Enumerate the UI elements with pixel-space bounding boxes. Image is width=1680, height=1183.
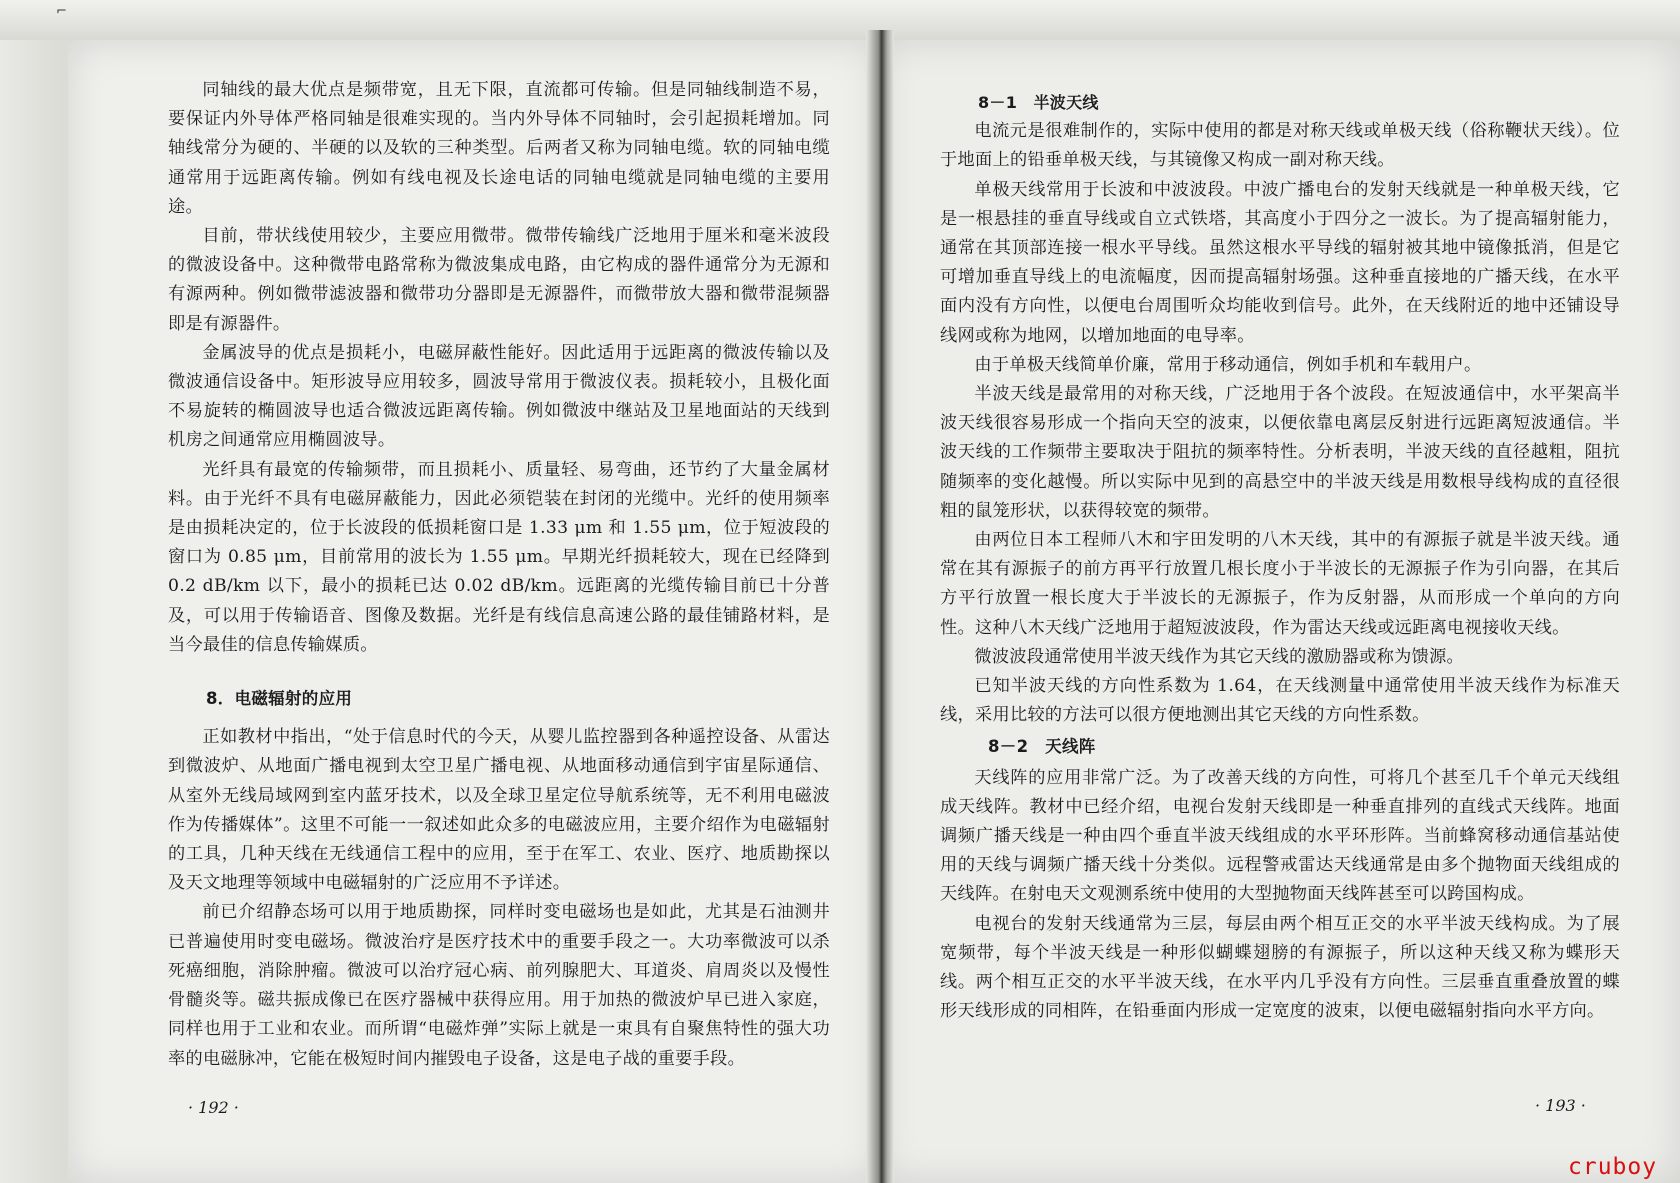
running-head: 8－1 半波天线 <box>978 93 1099 112</box>
right-paragraph-6: 微波波段通常使用半波天线作为其它天线的激励器或称为馈源。 <box>974 646 1465 667</box>
left-page-body <box>168 76 830 1074</box>
right-paragraph-3: 由于单极天线简单价廉，常用于移动通信，例如手机和车载用户。 <box>974 354 1482 375</box>
left-paragraph-4: 光纤具有最宽的传输频带，而且损耗小、质量轻、易弯曲，还节约了大量金属材料。由于光纤不具有电磁屏蔽能力，因此必须铠装在封闭的光缆中。光纤的使用频率是由损耗决定的，位于长波段的低损耗窗口是 1.33 μm 和 1.55 μm，位于短波段的窗口为 0.85 μm，目前常用的波长为 1.55 μm。早期光纤损耗较大，现在已经降到 0.2 dB/km 以下，最小的损耗已达 0.02 dB/km。远距离的光缆传输目前已十分普及，可以用于传输语音、图像及数据。光纤是有线信息高速公路的最佳铺路材料，是当今最佳的信息传输媒质。 <box>168 459 830 655</box>
right-paragraph-9: 电视台的发射天线通常为三层，每层由两个相互正交的水平半波天线构成。为了展宽频带，每个半波天线是一种形似蝴蝶翅膀的有源振子，所以这种天线又称为蝶形天线。两个相互正交的水平半波天线，在水平内几乎没有方向性。三层垂直重叠放置的蝶形天线形成的同相阵，在铅垂面内形成一定宽度的波束，以便电磁辐射指向水平方向。 <box>940 913 1620 1022</box>
right-paragraph-8: 天线阵的应用非常广泛。为了改善天线的方向性，可将几个甚至几千个单元天线组成天线阵。教材中已经介绍，电视台发射天线即是一种垂直排列的直线式天线阵。地面调频广播天线是一种由四个垂直半波天线组成的水平环形阵。当前蜂窝移动通信基站使用的天线与调频广播天线十分类似。远程警戒雷达天线通常是由多个抛物面天线组成的天线阵。在射电天文观测系统中使用的大型抛物面天线阵甚至可以跨国构成。 <box>940 767 1620 905</box>
section-heading-8-2: 8－2 天线阵 <box>988 737 1096 757</box>
left-page-number: · 192 · <box>188 1098 239 1117</box>
right-paragraph-2: 单极天线常用于长波和中波波段。中波广播电台的发射天线就是一种单极天线，它是一根悬挂的垂直导线或自立式铁塔，其高度小于四分之一波长。为了提高辐射能力，通常在其顶部连接一根水平导线。虽然这根水平导线的辐射被其地中镜像抵消，但是它可增加垂直导线上的电流幅度，因而提高辐射场强。这种垂直接地的广播天线，在水平面内没有方向性，以便电台周围听众均能收到信号。此外，在天线附近的地中还铺设导线网或称为地网，以增加地面的电导率。 <box>940 179 1620 346</box>
left-paragraph-6: 前已介绍静态场可以用于地质勘探，同样时变电磁场也是如此，尤其是石油测井已普遍使用时变电磁场。微波治疗是医疗技术中的重要手段之一。大功率微波可以杀死癌细胞，消除肿瘤。微波可以治疗冠心病、前列腺肥大、耳道炎、肩周炎以及慢性骨髓炎等。磁共振成像已在医疗器械中获得应用。用于加热的微波炉早已进入家庭，同样也用于工业和农业。而所谓“电磁炸弹”实际上就是一束具有自聚焦特性的强大功率的电磁脉冲，它能在极短时间内摧毁电子设备，这是电子战的重要手段。 <box>168 902 830 1069</box>
right-paragraph-4: 半波天线是最常用的对称天线，广泛地用于各个波段。在短波通信中，水平架高半波天线很容易形成一个指向天空的波束，以便依靠电离层反射进行远距离短波通信。半波天线的工作频带主要取决于阻抗的频率特性。分析表明，半波天线的直径越粗，阻抗随频率的变化越慢。所以实际中见到的高悬空中的半波天线是用数根导线构成的直径很粗的鼠笼形状，以获得较宽的频带。 <box>940 384 1620 521</box>
section-heading-8: 8．电磁辐射的应用 <box>206 689 353 709</box>
scanner-top-band <box>0 0 1680 40</box>
corner-mark: ⌐ <box>56 4 67 19</box>
left-paragraph-3: 金属波导的优点是损耗小，电磁屏蔽性能好。因此适用于远距离的微波传输以及微波通信设备中。矩形波导应用较多，圆波导常用于微波仪表。损耗较小，且极化面不易旋转的椭圆波导也适合微波远距离传输。例如微波中继站及卫星地面站的天线到机房之间通常应用椭圆波导。 <box>168 342 830 451</box>
right-page <box>880 40 1680 1183</box>
book-gutter <box>866 30 894 1183</box>
right-page-number: · 193 · <box>1535 1096 1586 1115</box>
left-page <box>68 40 878 1183</box>
left-paragraph-5: 正如教材中指出，“处于信息时代的今天，从婴儿监控器到各种遥控设备、从雷达到微波炉、从地面广播电视到太空卫星广播电视、从地面移动通信到宇宙星际通信、从室外无线局域网到室内蓝牙技术，以及全球卫星定位导航系统等，无不利用电磁波作为传播媒体”。这里不可能一一叙述如此众多的电磁波应用，主要介绍作为电磁辐射的工具，几种天线在无线通信工程中的应用，至于在军工、农业、医疗、地质勘探以及天文地理等领域中电磁辐射的广泛应用不予详述。 <box>168 727 830 894</box>
right-paragraph-5: 由两位日本工程师八木和宇田发明的八木天线，其中的有源振子就是半波天线。通常在其有源振子的前方再平行放置几根长度小于半波长的无源振子作为引向器，在其后方平行放置一根长度大于半波长的无源振子，作为反射器，从而形成一个单向的方向性。这种八木天线广泛地用于超短波波段，作为雷达天线或远距离电视接收天线。 <box>940 530 1620 638</box>
right-page-body <box>940 88 1620 1027</box>
right-paragraph-1: 电流元是很难制作的，实际中使用的都是对称天线或单极天线（俗称鞭状天线）。位于地面上的铅垂单极天线，与其镜像又构成一副对称天线。 <box>940 121 1620 171</box>
watermark-text: cruboy <box>1568 1154 1658 1180</box>
left-paragraph-2: 目前，带状线使用较少，主要应用微带。微带传输线广泛地用于厘米和毫米波段的微波设备中。这种微带电路常称为微波集成电路，由它构成的器件通常分为无源和有源两种。例如微带滤波器和微带功分器即是无源器件，而微带放大器和微带混频器即是有源器件。 <box>168 226 830 334</box>
right-paragraph-7: 已知半波天线的方向性系数为 1.64，在天线测量中通常使用半波天线作为标准天线，采用比较的方法可以很方便地测出其它天线的方向性系数。 <box>940 676 1620 726</box>
left-paragraph-1: 同轴线的最大优点是频带宽，且无下限，直流都可传输。但是同轴线制造不易，要保证内外导体严格同轴是很难实现的。当内外导体不同轴时，会引起损耗增加。同轴线常分为硬的、半硬的以及软的三种类型。后两者又称为同轴电缆。软的同轴电缆通常用于远距离传输。例如有线电视及长途电话的同轴电缆就是同轴电缆的主要用途。 <box>168 80 830 217</box>
